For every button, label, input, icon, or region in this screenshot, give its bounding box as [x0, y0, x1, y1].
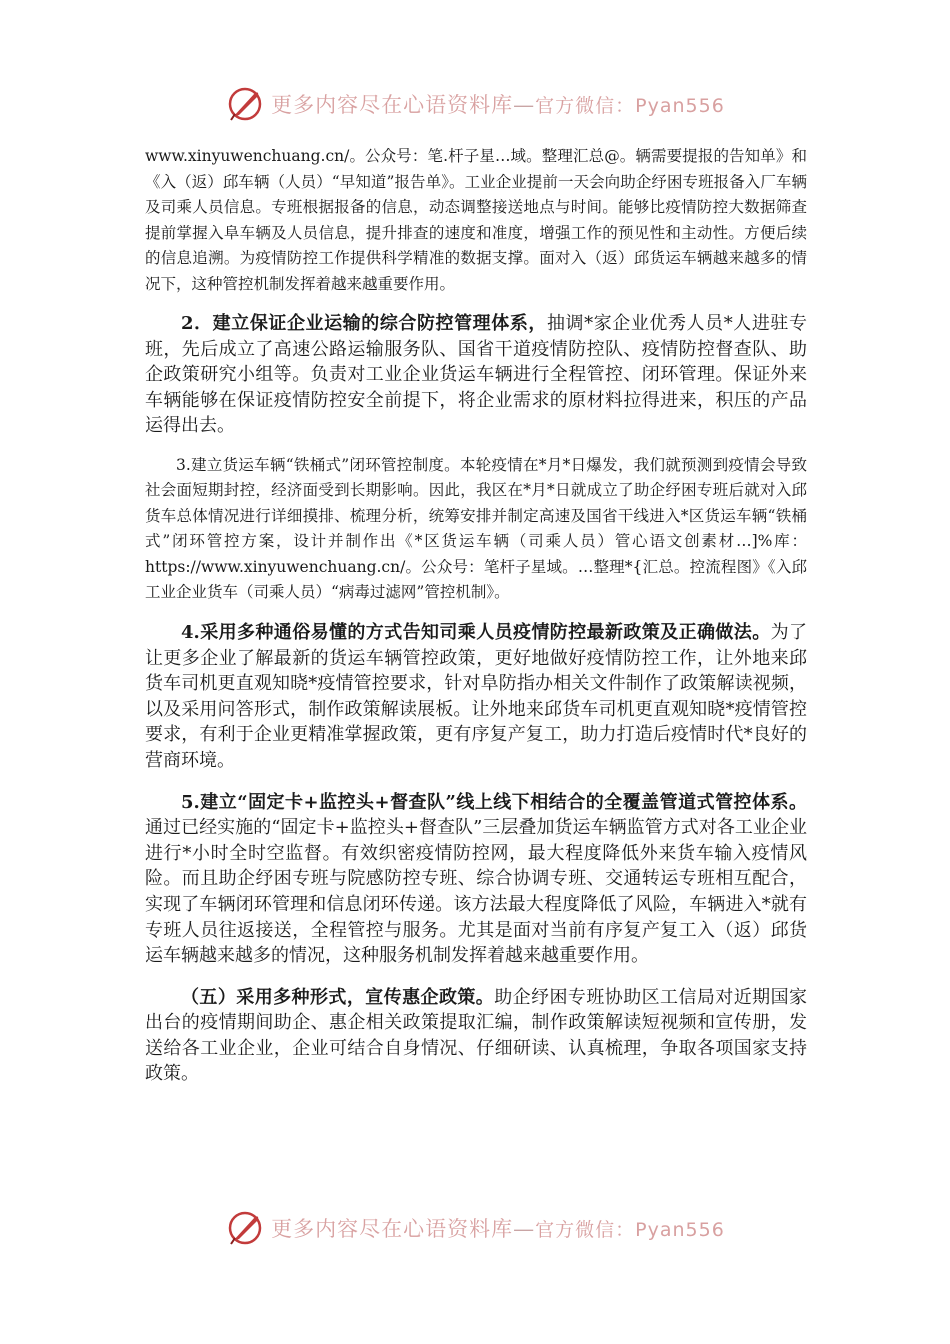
- footer-banner-text: 更多内容尽在心语资料库—官方微信：Pyan556: [271, 1217, 725, 1241]
- paragraph-5: 5.建立“固定卡+监控头+督查队”线上线下相结合的全覆盖管道式管控体系。通过已经实施的“固定卡+监控头+督查队”三层叠加货运车辆监管方式对各工业企业进行*小时全时空监督。有效织密疫情防控网，最大程度降低外来货车输入疫情风险。而且助企纾困专班与院感防控专班、综合协调专班、交通转运专班相互配合，实现了车辆闭环管理和信息闭环传递。该方法最大程度降低了风险，车辆进入*就有专班人员往返接送，全程管控与服务。尤其是面对当前有序复产复工入（返）邱货运车辆越来越多的情况，这种服务机制发挥着越来越重要作用。: [145, 791, 807, 967]
- paragraph-2-heading: 2．建立保证企业运输的综合防控管理体系，: [181, 313, 547, 334]
- footer-banner: [0, 1206, 950, 1250]
- paragraph-5-heading: 5.建立“固定卡+监控头+督查队”线上线下相结合的全覆盖管道式管控体系。: [181, 791, 807, 813]
- paragraph-1: www.xinyuwenchuang.cn/。公众号：笔.杆子星…域。整理汇总@。辆需要提报的告知单》和《入（返）邱车辆（人员）“早知道”报告单》。工业企业提前一天会向助企纾困专班报备入厂车辆及司乘人员信息。专班根据报备的信息，动态调整接送地点与时间。能够比疫情防控大数据筛查提前掌握入阜车辆及人员信息，提升排查的速度和准度，增强工作的预见性和主动性。方便后续的信息追溯。为疫情防控工作提供科学精准的数据支撑。面对入（返）邱货运车辆越来越多的情况下，这种管控机制发挥着越来越重要作用。: [145, 147, 807, 293]
- header-banner-text: 更多内容尽在心语资料库—官方微信：Pyan556: [271, 93, 725, 117]
- paragraph-6-heading: （五）采用多种形式，宣传惠企政策。: [181, 986, 495, 1008]
- paragraph-4: 4.采用多种通俗易懂的方式告知司乘人员疫情防控最新政策及正确做法。为了让更多企业了解最新的货运车辆管控政策，更好地做好疫情防控工作，让外地来邱货车司机更直观知晓*疫情管控要求，针对阜防指办相关文件制作了政策解读视频，以及采用问答形式，制作政策解读展板。让外地来邱货车司机更直观知晓*疫情管控要求，有利于企业更精准掌握政策，更有序复产复工，助力打造后疫情时代*良好的营商环境。: [145, 621, 807, 771]
- paragraph-3: 3.建立货运车辆“铁桶式”闭环管控制度。本轮疫情在*月*日爆发，我们就预测到疫情会导致社会面短期封控，经济面受到长期影响。因此，我区在*月*日就成立了助企纾困专班后就对入邱货车总体情况进行详细摸排、梳理分析，统筹安排并制定高速及国省干线进入*区货运车辆“铁桶式”闭环管控方案，设计并制作出《*区货运车辆（司乘人员）管心语文创素材…]%库：https://www.xinyuwenchuang.cn/。公众号：笔杆子星域。…整理*{汇总。控流程图》《入邱工业企业货车（司乘人员）“病毒过滤网”管控机制》。: [145, 455, 807, 602]
- header-banner: [0, 82, 950, 126]
- paragraph-4-heading: 4.采用多种通俗易懂的方式告知司乘人员疫情防控最新政策及正确做法。: [181, 621, 771, 643]
- paragraph-6: （五）采用多种形式，宣传惠企政策。助企纾困专班协助区工信局对近期国家出台的疫情期间助企、惠企相关政策提取汇编，制作政策解读短视频和宣传册，发送给各工业企业，企业可结合自身情况、仔细研读、认真梳理，争取各项国家支持政策。: [145, 986, 808, 1085]
- quill-logo-icon: [225, 84, 265, 124]
- paragraph-2: 2．建立保证企业运输的综合防控管理体系，抽调*家企业优秀人员*人进驻专班，先后成立了高速公路运输服务队、国省干道疫情防控队、疫情防控督查队、助企政策研究小组等。负责对工业企业货运车辆进行全程管控、闭环管理。保证外来车辆能够在保证疫情防控安全前提下，将企业需求的原材料拉得进来，积压的产品运得出去。: [145, 313, 807, 437]
- document-body: [145, 144, 807, 1087]
- quill-logo-icon: [225, 1208, 265, 1248]
